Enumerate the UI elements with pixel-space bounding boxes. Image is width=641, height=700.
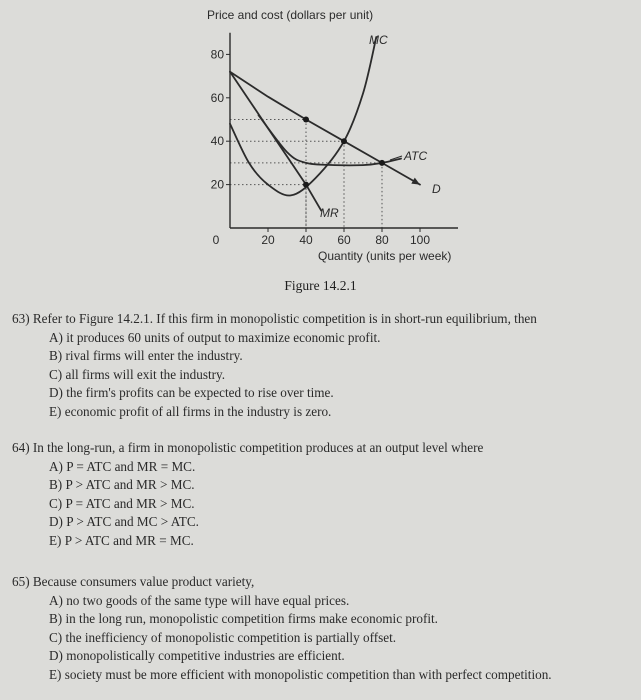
intersection-point: [341, 138, 347, 144]
y-tick-label: 80: [210, 47, 224, 62]
option-b: B) P > ATC and MR > MC.: [49, 477, 195, 493]
cost-revenue-chart: [0, 0, 641, 300]
intersection-point: [379, 160, 385, 166]
axes: [230, 33, 458, 228]
figure-caption: Figure 14.2.1: [284, 278, 357, 293]
question-64: [12, 439, 637, 551]
question-stem: 65) Because consumers value product variety,: [12, 574, 255, 589]
question-stem: 63) Refer to Figure 14.2.1. If this firm in monopolistic competition is in short-run equilibrium, then: [12, 311, 537, 326]
question-65: [12, 573, 637, 685]
option-e: E) P > ATC and MR = MC.: [49, 532, 194, 548]
y-tick-label: 20: [210, 177, 224, 192]
question-63: [12, 310, 637, 422]
option-c: C) the inefficiency of monopolistic competition is partially offset.: [49, 629, 397, 645]
curve-mc: [230, 37, 376, 196]
curve-atc: [259, 115, 402, 165]
y-tick-label: 60: [210, 90, 224, 105]
d-label: D: [432, 182, 441, 196]
option-d: D) monopolistically competitive industries are efficient.: [49, 648, 345, 664]
atc-label: ATC: [404, 149, 428, 163]
x-tick-label: 20: [261, 233, 275, 247]
mr-label: MR: [320, 206, 339, 220]
curve-labels: [320, 33, 441, 220]
option-a: A) it produces 60 units of output to maximize economic profit.: [49, 329, 381, 345]
option-c: C) all firms will exit the industry.: [49, 366, 226, 382]
reference-lines: [230, 120, 382, 229]
x-axis-label: Quantity (units per week): [318, 249, 452, 263]
x-tick-label: 0: [212, 233, 220, 247]
intersection-point: [303, 117, 309, 123]
option-b: B) in the long run, monopolistic competition firms make economic profit.: [49, 611, 438, 627]
option-d: D) P > ATC and MC > ATC.: [49, 514, 199, 530]
option-b: B) rival firms will enter the industry.: [49, 348, 243, 364]
option-e: E) economic profit of all firms in the industry is zero.: [49, 403, 332, 419]
question-stem: 64) In the long-run, a firm in monopolistic competition produces at an output level where: [12, 440, 484, 455]
x-tick-label: 80: [375, 233, 389, 247]
x-tick-label: 60: [337, 233, 351, 247]
reference-points: [303, 117, 385, 188]
option-a: A) no two goods of the same type will have equal prices.: [49, 592, 350, 608]
option-d: D) the firm's profits can be expected to rise over time.: [49, 385, 334, 401]
intersection-point: [303, 182, 309, 188]
option-e: E) society must be more efficient with monopolistic competition than with perfect competition.: [49, 666, 552, 682]
x-tick-label: 40: [299, 233, 313, 247]
option-c: C) P = ATC and MR > MC.: [49, 495, 195, 511]
mc-label: MC: [369, 33, 388, 47]
option-a: A) P = ATC and MR = MC.: [49, 458, 196, 474]
x-tick-label: 100: [409, 233, 431, 247]
y-tick-label: 40: [210, 134, 224, 149]
y-axis-label: Price and cost (dollars per unit): [207, 8, 374, 22]
